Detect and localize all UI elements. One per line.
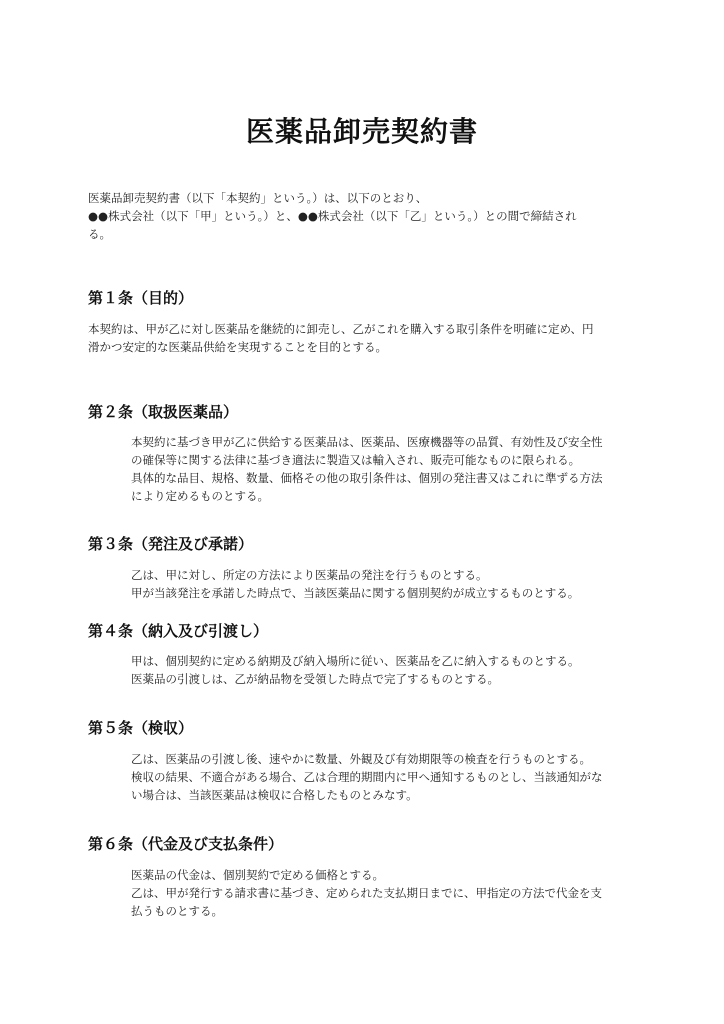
article-line: 乙は、医薬品の引渡し後、速やかに数量、外観及び有効期限等の検査を行うものとする。	[131, 752, 591, 766]
article-line: 医薬品の引渡しは、乙が納品物を受領した時点で完了するものとする。	[131, 672, 499, 686]
article-line: 具体的な品目、規格、数量、価格その他の取引条件は、個別の発注書又はこれに準ずる方法	[131, 471, 603, 485]
article-5-heading: 第５条（検収）	[88, 719, 194, 737]
intro-line: 医薬品卸売契約書（以下「本契約」という。）は、以下のとおり、	[88, 191, 428, 205]
article-line: い場合は、当該医薬品は検収に合格したものとみなす。	[131, 788, 418, 802]
intro-line: る。	[88, 227, 111, 241]
article-line: 検収の結果、不適合がある場合、乙は合理的期間内に甲へ通知するものとし、当該通知がな	[131, 770, 603, 784]
article-line: 本契約は、甲が乙に対し医薬品を継続的に卸売し、乙がこれを購入する取引条件を明確に定め、円	[88, 322, 594, 336]
article-line: 医薬品の代金は、個別契約で定める価格とする。	[131, 868, 384, 882]
article-4-heading: 第４条（納入及び引渡し）	[88, 622, 269, 640]
article-6-body	[131, 866, 602, 920]
article-4-body	[131, 652, 580, 688]
article-6-heading: 第６条（代金及び支払条件）	[88, 835, 284, 853]
article-line: 本契約に基づき甲が乙に供給する医薬品は、医薬品、医療機器等の品質、有効性及び安全性	[131, 435, 603, 449]
article-3-heading: 第３条（発注及び承諾）	[88, 535, 254, 553]
article-1-heading: 第１条（目的）	[88, 289, 194, 307]
article-line: の確保等に関する法律に基づき適法に製造又は輸入され、販売可能なものに限られる。	[131, 453, 581, 467]
intro-line: ●●株式会社（以下「甲」という。）と、●●株式会社（以下「乙」という。）との間で締結され	[88, 209, 577, 223]
article-line: 乙は、甲が発行する請求書に基づき、定められた支払期日までに、甲指定の方法で代金を支	[131, 886, 603, 900]
article-2-body	[131, 433, 603, 505]
article-line: 甲が当該発注を承諾した時点で、当該医薬品に関する個別契約が成立するものとする。	[131, 586, 580, 600]
article-2-heading: 第２条（取扱医薬品）	[88, 403, 239, 421]
article-line: 払うものとする。	[131, 904, 223, 918]
article-line: 甲は、個別契約に定める納期及び納入場所に従い、医薬品を乙に納入するものとする。	[131, 654, 580, 668]
article-line: 乙は、甲に対し、所定の方法により医薬品の発注を行うものとする。	[131, 568, 488, 582]
article-3-body	[131, 566, 579, 602]
article-1-body	[88, 320, 594, 356]
article-line: 滑かつ安定的な医薬品供給を実現することを目的とする。	[88, 340, 387, 354]
article-5-body	[131, 750, 603, 804]
intro-paragraph	[88, 189, 644, 243]
article-line: により定めるものとする。	[131, 489, 269, 503]
document-title: 医薬品卸売契約書	[245, 115, 478, 148]
